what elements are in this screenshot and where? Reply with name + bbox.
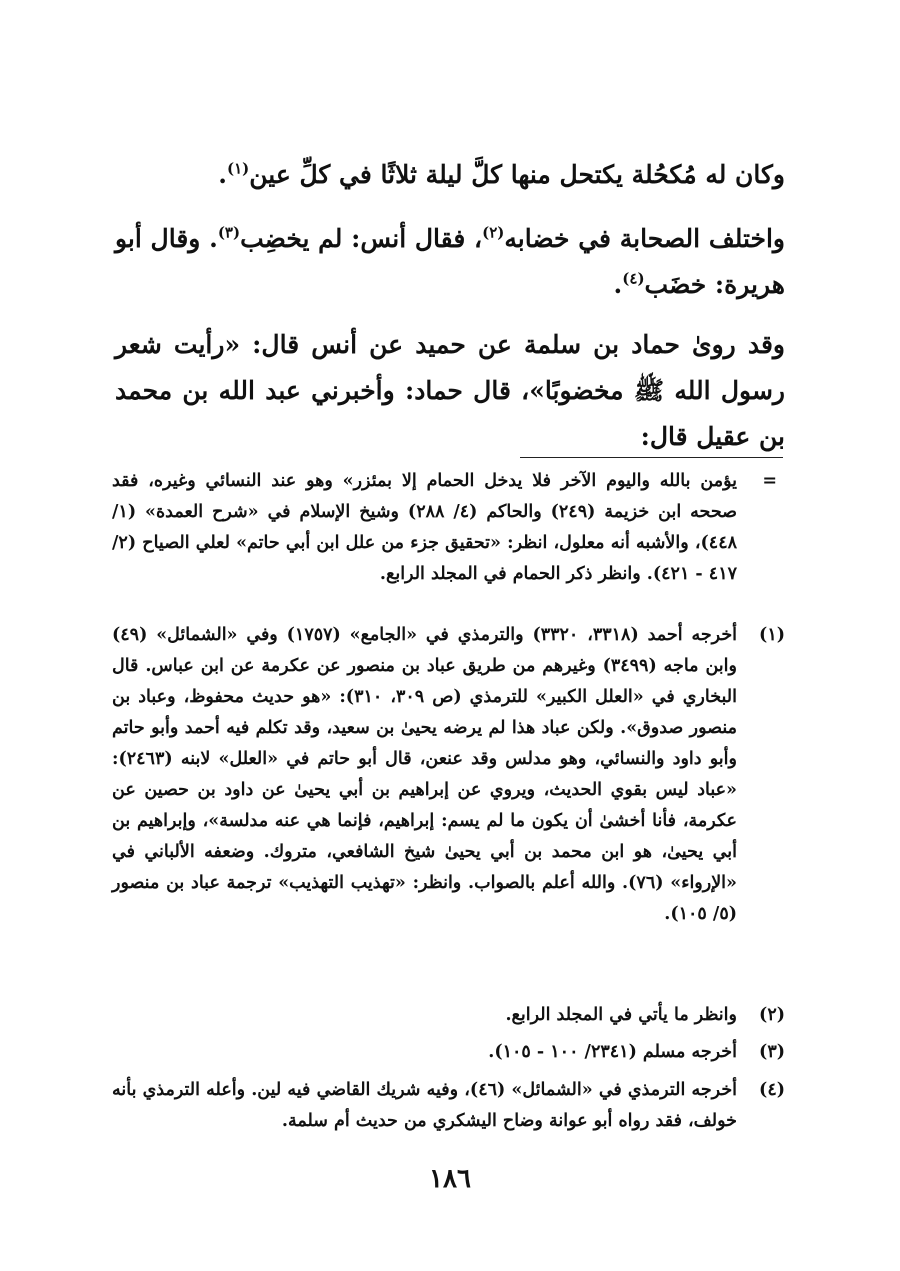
footnote-4 xyxy=(112,1075,785,1137)
footnote-ref-2[interactable]: (٢) xyxy=(482,223,505,242)
footnote-continuation xyxy=(112,466,785,590)
footnote-text: يؤمن بالله واليوم الآخر فلا يدخل الحمام إلا بمئزر» وهو عند النسائي وغيره، فقد صححه ابن خزيمة (٢٤٩) والحاكم (٤/ ٢٨٨) وشيخ الإسلام في «شرح العمدة» (١/ ٤٤٨)، والأشبه أنه معلول، انظر: «تحقيق جزء من علل ابن أبي حاتم» لعلي الصياح (٢/ ٤١٧ - ٤٢١). وانظر ذكر الحمام في المجلد الرابع. xyxy=(112,471,738,584)
footnote-separator xyxy=(520,457,783,458)
footnote-number: (٤) xyxy=(759,1080,785,1100)
footnote-text: وانظر ما يأتي في المجلد الرابع. xyxy=(505,1005,737,1025)
paragraph-text: ، فقال أنس: لم يخضِب xyxy=(240,224,483,253)
main-paragraph-1 xyxy=(115,152,785,198)
footnote-3 xyxy=(112,1037,785,1068)
footnote-text: أخرجه مسلم (٢٣٤١/ ١٠٠ - ١٠٥). xyxy=(488,1042,737,1062)
footnote-2 xyxy=(112,1000,785,1031)
main-paragraph-2 xyxy=(115,216,785,308)
paragraph-text: . وقال أبو هريرة: خضَب xyxy=(115,224,785,299)
punctuation: . xyxy=(613,270,623,299)
paragraph-text: وقد روىٰ حماد بن سلمة عن حميد عن أنس قال: «رأيت شعر رسول الله ﷺ مخضوبًا»، قال حماد: وأخبرني عبد الله بن محمد بن عقيل قال: xyxy=(115,330,785,451)
continuation-mark: = xyxy=(762,471,777,491)
page-number: ١٨٦ xyxy=(429,1164,471,1194)
paragraph-text: وكان له مُكحُلة يكتحل منها كلَّ ليلة ثلاثًا في كلِّ عين xyxy=(249,160,785,189)
footnote-ref-1[interactable]: (١) xyxy=(227,159,250,178)
footnote-text: أخرجه أحمد (٣٣١٨، ٣٣٢٠) والترمذي في «الجامع» (١٧٥٧) وفي «الشمائل» (٤٩) وابن ماجه (٣٤٩٩) وغيرهم من طريق عباد بن منصور عن عكرمة عن ابن عباس. قال البخاري في «العلل الكبير» للترمذي (ص ٣٠٩، ٣١٠): «هو حديث محفوظ، وعباد بن منصور صدوق». ولكن عباد هذا لم يرضه يحيىٰ بن سعيد، وقد تكلم فيه أحمد وأبو حاتم وأبو داود والنسائي، وهو مدلس وقد عنعن، قال أبو حاتم في «العلل» لابنه (٢٤٦٣): «عباد ليس بقوي الحديث، ويروي عن إبراهيم بن أبي يحيىٰ عن داود بن حصين عن عكرمة، فأنا أخشىٰ أن يكون ما لم يسم: إبراهيم، فإنما هي عنه مدلسة»، وإبراهيم بن أبي يحيىٰ، هو ابن محمد بن أبي يحيىٰ شيخ الشافعي، متروك. وضعفه الألباني في «الإرواء» (٧٦). والله أعلم بالصواب. وانظر: «تهذيب التهذيب» ترجمة عباد بن منصور (٥/ ١٠٥). xyxy=(112,625,737,924)
footnote-number: (٣) xyxy=(759,1042,785,1062)
punctuation: . xyxy=(218,160,227,189)
footnote-ref-4[interactable]: (٤) xyxy=(622,269,645,288)
footnote-number: (١) xyxy=(759,625,785,645)
main-paragraph-3 xyxy=(115,322,785,460)
footnote-1 xyxy=(112,620,785,930)
footnote-ref-3[interactable]: (٣) xyxy=(217,223,241,242)
footnote-number: (٢) xyxy=(759,1005,785,1025)
paragraph-text: واختلف الصحابة في خضابه xyxy=(504,224,786,253)
footnote-text: أخرجه الترمذي في «الشمائل» (٤٦)، وفيه شريك القاضي فيه لين. وأعله الترمذي بأنه خولف، فقد رواه أبو عوانة وضاح اليشكري من حديث أم سلمة. xyxy=(112,1080,737,1131)
